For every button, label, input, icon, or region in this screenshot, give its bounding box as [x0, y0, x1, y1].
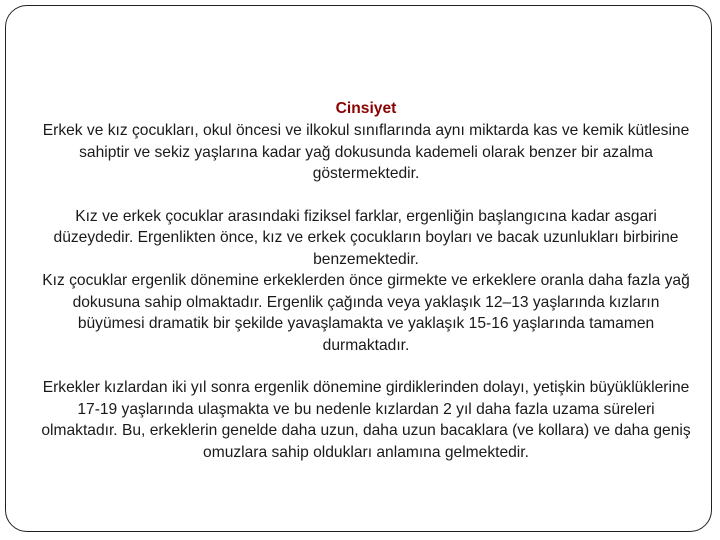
slide-frame — [5, 5, 712, 532]
paragraph-gap — [40, 356, 692, 377]
paragraph-gap — [40, 185, 692, 206]
slide-content — [40, 98, 692, 463]
paragraph-4: Erkekler kızlardan iki yıl sonra ergenlik dönemine girdiklerinden dolayı, yetişkin büyüklüklerine 17-19 yaşlarında ulaşmakta ve bu nedenle kızlardan 2 yıl daha fazla uzama süreleri olmaktadır. Bu, erkeklerin genelde daha uzun, daha uzun bacaklara (ve kollara) ve daha geniş omuzlara sahip oldukları anlamına gelmektedir. — [41, 379, 691, 461]
slide-title: Cinsiyet — [335, 100, 397, 117]
paragraph-2: Kız ve erkek çocuklar arasındaki fiziksel farklar, ergenliğin başlangıcına kadar asgari düzeydedir. Ergenlikten önce, kız ve erkek çocukların boyları ve bacak uzunlukları birbirine benzemektedir. — [53, 207, 679, 268]
paragraph-3: Kız çocuklar ergenlik dönemine erkeklerden önce girmekte ve erkeklere oranla daha fazla yağ dokusuna sahip olmaktadır. Ergenlik çağında veya yaklaşık 12–13 yaşlarında kızların büyümesi dramatik bir şekilde yavaşlamakta ve yaklaşık 15-16 yaşlarında tamamen durmaktadır. — [42, 272, 690, 354]
paragraph-1: Erkek ve kız çocukları, okul öncesi ve ilkokul sınıflarında aynı miktarda kas ve kemik kütlesine sahiptir ve sekiz yaşlarına kadar yağ dokusunda kademeli olarak benzer bir azalma göstermektedir. — [42, 122, 690, 182]
